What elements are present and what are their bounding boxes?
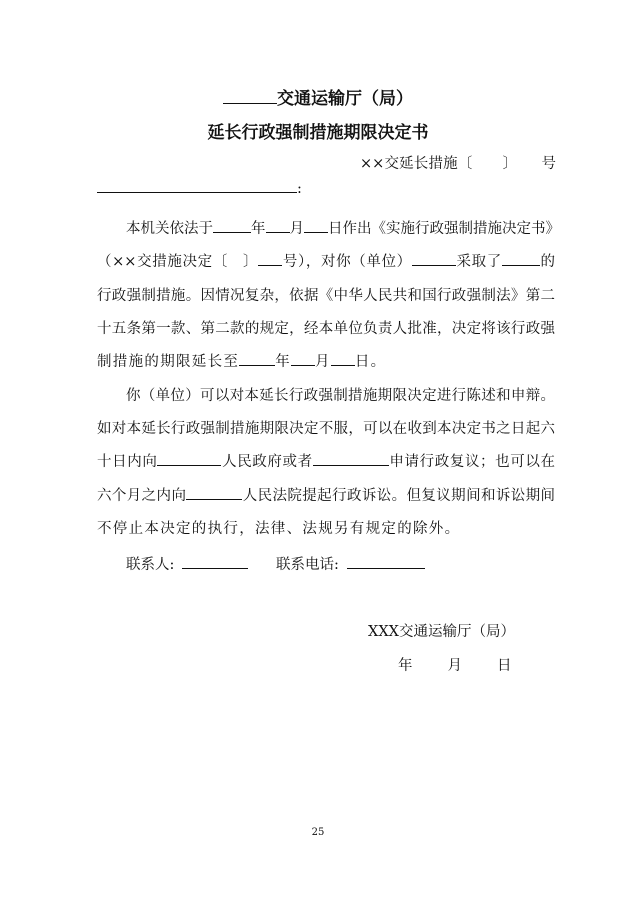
blank	[412, 251, 456, 266]
text: 申请行政复议；也可以在	[388, 454, 556, 470]
text: 月	[315, 354, 331, 370]
p2-line1: 你（单位）可以对本延长行政强制措施期限决定进行陈述和申辩。	[126, 388, 555, 404]
text: 采取了	[455, 254, 502, 270]
contact-person	[126, 553, 248, 574]
text: 人民政府或者	[221, 454, 313, 470]
doc-number-prefix: ××交延长措施〔	[360, 156, 473, 172]
text: 日。	[354, 354, 387, 370]
signature-date: 年 月 日	[398, 658, 514, 674]
blank	[213, 218, 251, 233]
blank-addressee	[97, 178, 297, 193]
text: 人民法院提起行政诉讼。但复议期间和诉讼期间	[242, 488, 556, 504]
blank	[304, 218, 328, 233]
signature-org: XXX交通运输厅（局）	[368, 624, 515, 640]
addressee-line	[97, 178, 302, 197]
p1-line4: 十五条第一款、第二款的规定，经本单位负责人批准，决定将该行政强	[97, 321, 555, 337]
blank-province	[223, 89, 277, 104]
document-number	[360, 152, 556, 173]
p1-line3: 行政强制措施。因情况复杂，依据《中华人民共和国行政强制法》第二	[97, 288, 555, 304]
text: 制措施的期限延长至	[97, 354, 240, 370]
text: 本机关依法于	[126, 221, 213, 237]
page-number: 25	[311, 827, 325, 838]
blank	[239, 351, 275, 366]
blank	[258, 251, 282, 266]
title-org	[0, 84, 636, 109]
blank	[266, 218, 290, 233]
text: 六个月之内向	[97, 488, 187, 504]
blank	[291, 351, 315, 366]
contact-phone-label: 联系电话:	[276, 557, 339, 573]
text: 号），对你（单位）	[282, 254, 412, 270]
p1-line1	[126, 217, 560, 238]
doc-number-suffix: 号	[541, 156, 556, 172]
contact-person-label: 联系人:	[126, 557, 175, 573]
blank	[313, 451, 389, 466]
blank	[186, 485, 242, 500]
p2-line3	[97, 450, 555, 471]
blank	[157, 451, 221, 466]
text: 年	[275, 354, 292, 370]
addressee-colon: :	[297, 181, 302, 197]
p1-line2	[97, 250, 555, 271]
blank-contact-phone	[347, 554, 425, 569]
blank-contact-person	[182, 554, 248, 569]
p1-line5	[97, 350, 386, 371]
doc-number-mid: 〕	[502, 156, 518, 172]
p2-line2: 如对本延长行政强制措施期限决定不服，可以在收到本决定书之日起六	[97, 421, 555, 437]
text: 年	[251, 221, 266, 237]
blank	[331, 351, 355, 366]
p2-line4	[97, 484, 555, 505]
text: 十日内向	[97, 454, 158, 470]
p2-line5: 不停止本决定的执行，法律、法规另有规定的除外。	[97, 521, 461, 537]
blank	[502, 251, 540, 266]
title-org-text: 交通运输厅（局）	[277, 89, 413, 109]
text: （××交措施决定〔 〕	[97, 254, 259, 270]
contact-phone	[276, 553, 425, 574]
page-title: 延长行政强制措施期限决定书	[207, 123, 429, 143]
text: 的	[539, 254, 556, 270]
text: 日作出《实施行政强制措施决定书》	[328, 221, 560, 237]
text: 月	[289, 221, 304, 237]
